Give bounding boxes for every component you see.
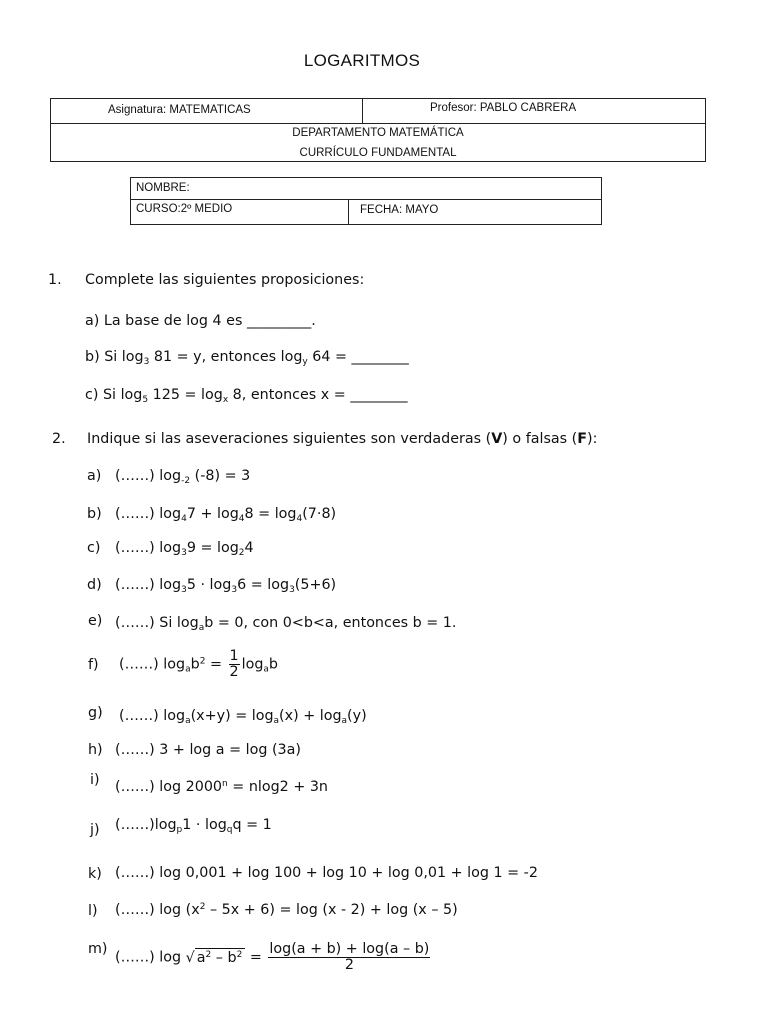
- q1-number: 1.: [48, 272, 62, 288]
- q2-letter-d: d): [87, 577, 102, 593]
- q2-item-h: (……) 3 + log a = log (3a): [115, 742, 301, 758]
- q2-blank: (……): [115, 742, 155, 758]
- q2-item-e: (……) Si $\log_ab = 0$, con 0<b<a, entonces b = 1.: [115, 615, 457, 633]
- course-label: CURSO:2º MEDIO: [136, 203, 233, 215]
- q2-item-g: (……) $\log_a(x+y) = \log_a(x) + \log_a(y)$: [119, 708, 367, 726]
- q2-blank: (……): [119, 656, 159, 673]
- q1-b-mid: 81 = y, entonces log: [149, 349, 303, 365]
- q2-prompt-mid: ) o falsas (: [502, 431, 578, 447]
- subject-label: Asignatura: MATEMATICAS: [108, 104, 251, 116]
- q2-letter-b: b): [87, 506, 102, 522]
- q2-letter-c: c): [87, 540, 101, 556]
- q1-b-pre: b) Si log: [85, 349, 144, 365]
- q1-c-post: 8, entonces x = ________: [228, 387, 408, 403]
- q2-prompt-pre: Indique si las aseveraciones siguientes son verdaderas (: [87, 431, 492, 447]
- q2-blank: (……): [115, 902, 155, 918]
- q1-c-sub2: x: [222, 395, 229, 405]
- q2-prompt-v: V: [491, 431, 503, 447]
- q1-item-b: [85, 349, 409, 365]
- q2-blank: (……): [119, 708, 159, 724]
- q1-c-pre: c) Si log: [85, 387, 143, 403]
- q1-item-c: [85, 387, 408, 403]
- q2-item-i: (……) $\log 2000^n = nlog2 + 3n$: [115, 779, 328, 795]
- q2-letter-f: f): [88, 657, 99, 673]
- q2-letter-e: e): [88, 613, 103, 629]
- fraction: $\frac{\log(a + b) + \log(a - b)}{2}$: [269, 941, 430, 973]
- q1-c-mid: 125 = log: [148, 387, 223, 403]
- q2-blank: (……): [115, 779, 155, 795]
- q2-item-k: (……) log 0,001 + log 100 + log 10 + log 0,01 + log 1 = -2: [115, 865, 538, 881]
- student-info-table: [130, 177, 602, 225]
- q1-item-a: a) La base de log 4 es _________.: [85, 313, 316, 329]
- q2-item-f: (……) $\log_ab^2$ = $\frac{1}{2}$ $\log_ab$: [119, 648, 278, 680]
- q2-blank: (……): [115, 949, 155, 966]
- q2-letter-m: m): [88, 941, 108, 957]
- teacher-label: Profesor: PABLO CABRERA: [430, 102, 577, 114]
- name-label: NOMBRE:: [136, 182, 190, 194]
- q2-prompt-f: F: [577, 431, 588, 447]
- info-divider: [348, 199, 349, 225]
- name-row: [131, 178, 601, 200]
- q2-blank: (……): [115, 468, 155, 484]
- q1-c-sub1: 5: [142, 395, 149, 405]
- q2-blank: (……): [115, 817, 155, 833]
- header-table: [50, 98, 706, 162]
- q1-b-sub2: y: [302, 357, 308, 367]
- department-label: DEPARTAMENTO MATEMÁTICA: [292, 127, 464, 139]
- fraction: $\frac{1}{2}$: [229, 648, 239, 680]
- q2-item-l: (……) $\log (x^2 - 5x + 6) = \log (x - 2) + \log (x - 5)$: [115, 902, 458, 918]
- q2-item-a: (……) $\log_{-2} (-8) = 3$: [115, 468, 251, 486]
- q2-letter-k: k): [88, 866, 102, 882]
- q1-b-post: 64 = ________: [307, 349, 409, 365]
- q2-letter-g: g): [88, 705, 103, 721]
- q2-number: 2.: [52, 431, 66, 447]
- q2-item-b: (……) $\log_47 + \log_48 = \log_4(7\cdot 8)$: [115, 506, 337, 524]
- square-root: √ $a^2 - b^2$: [186, 950, 246, 966]
- q2-letter-i: i): [90, 772, 100, 788]
- q2-letter-l: l): [88, 903, 98, 919]
- q2-blank: (……): [115, 865, 155, 881]
- q2-prompt-post: ):: [587, 431, 598, 447]
- subject-cell: [51, 99, 363, 123]
- q2-item-c: (……) $\log_39 = \log_24$: [115, 540, 254, 558]
- q2-letter-h: h): [88, 742, 103, 758]
- q2-blank: (……): [115, 615, 155, 631]
- q1-b-sub1: 3: [143, 357, 150, 367]
- q2-blank: (……): [115, 506, 155, 522]
- q2-prompt: [87, 431, 597, 447]
- q2-blank: (……): [115, 540, 155, 556]
- curriculum-label: CURRÍCULO FUNDAMENTAL: [299, 147, 457, 159]
- q2-letter-a: a): [87, 468, 102, 484]
- q2-blank: (……): [115, 577, 155, 593]
- q2-item-m: (……) log √ $a^2 - b^2$ = $\frac{\log(a + b) + \log(a - b)}{2}$: [115, 941, 430, 973]
- q2-item-j: $(\dots\dots)\log_p1 \cdot \log_qq = 1$: [115, 817, 272, 835]
- q1-prompt: Complete las siguientes proposiciones:: [85, 272, 365, 288]
- header-row: [51, 99, 705, 124]
- q2-item-d: (……) $\log_35 \cdot \log_36 = \log_3(5+6)$: [115, 577, 337, 595]
- date-label: FECHA: MAYO: [360, 204, 439, 216]
- page-title: LOGARITMOS: [303, 51, 421, 70]
- q2-letter-j: j): [90, 822, 100, 838]
